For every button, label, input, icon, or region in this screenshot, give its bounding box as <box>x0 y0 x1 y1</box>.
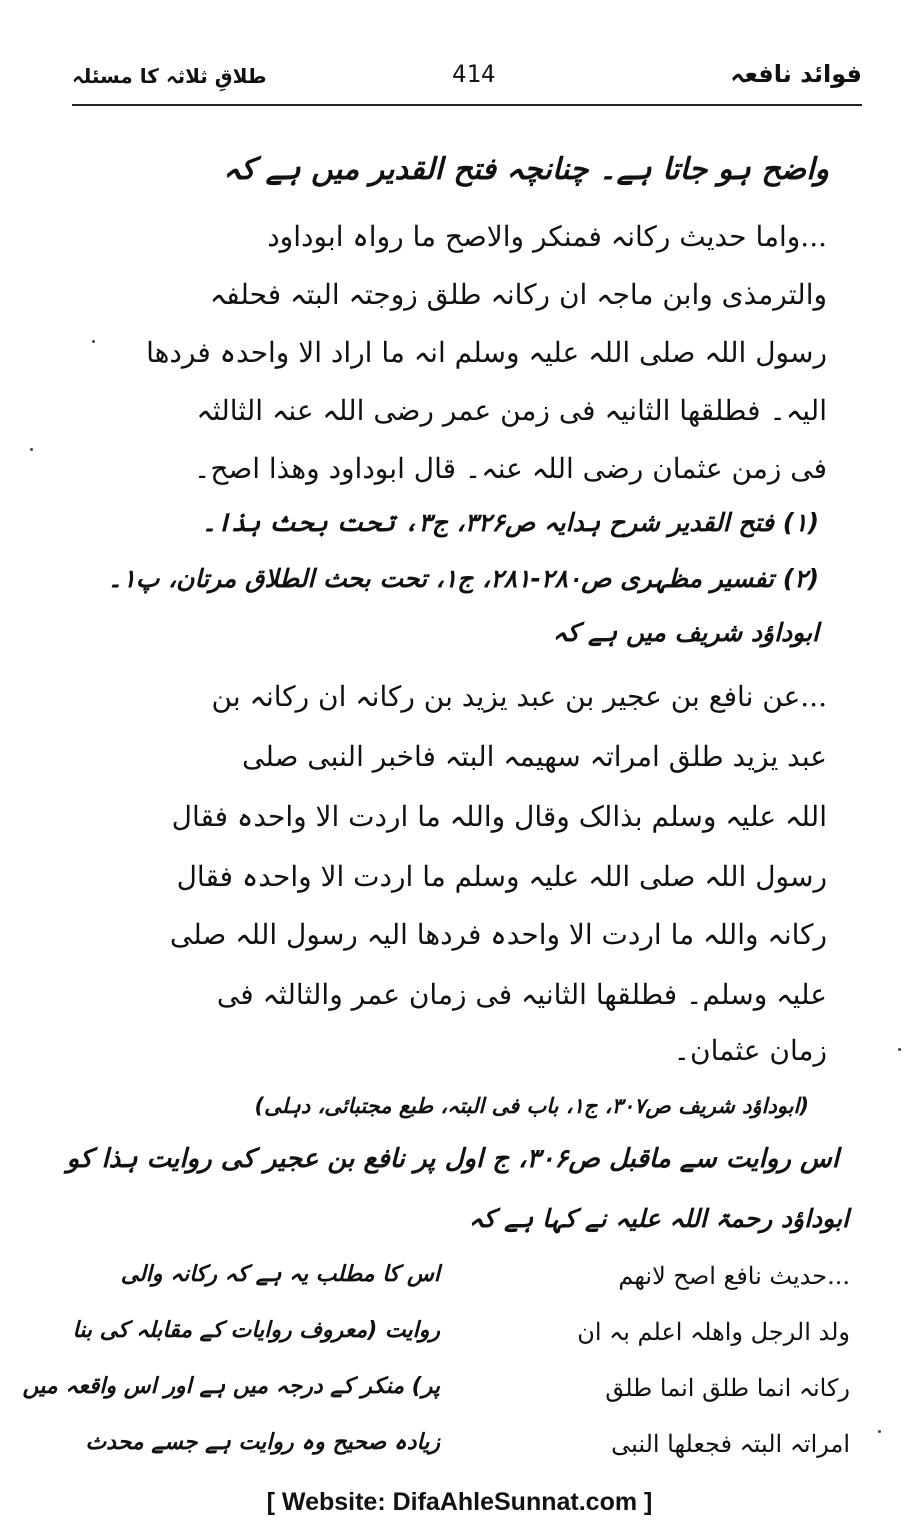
narration-note-line: اس روایت سے ماقبل ص۳۰۶، ج اول پر نافع بن عجیر کی روایت ہذا کو <box>66 1144 839 1174</box>
header-rule <box>72 104 862 106</box>
urdu-column-line: اس کا مطلب یہ ہے کہ رکانہ والی <box>120 1262 440 1287</box>
passage2-line: علیہ وسلم۔ فطلقھا الثانیہ فی زمان عمر والثالثہ فی <box>216 978 827 1011</box>
scan-speck <box>30 448 33 451</box>
page-number: 414 <box>452 60 496 88</box>
reference-1: (۱) فتح القدیر شرح ہدایہ ص۳۲۶، ج۳، تحت بحث ہذا۔ <box>201 508 819 537</box>
scan-speck <box>878 1430 881 1433</box>
scan-speck <box>898 1048 901 1051</box>
scan-speck <box>92 340 95 343</box>
passage2-line: زمان عثمان۔ <box>673 1034 827 1067</box>
arabic-column-line: ولد الرجل واھلہ اعلم بہ ان <box>577 1318 850 1346</box>
passage2-line: ...عن نافع بن عجیر بن عبد یزید بن رکانہ ان رکانہ بن <box>211 680 827 713</box>
passage2-line: رکانہ واللہ ما اردت الا واحدہ فردھا الیہ رسول اللہ صلی <box>169 918 827 951</box>
passage2-line: اللہ علیہ وسلم بذالک وقال واللہ ما اردت الا واحدہ فقال <box>171 800 827 833</box>
urdu-column <box>22 1262 440 1486</box>
passage1-line: والترمذی وابن ماجہ ان رکانہ طلق زوجتہ البتہ فحلفہ <box>209 278 827 311</box>
intro-line: واضح ہو جاتا ہے۔ چنانچہ فتح القدیر میں ہے کہ <box>223 152 829 187</box>
arabic-column <box>470 1262 850 1486</box>
chapter-title: طلاقِ ثلاثہ کا مسئلہ <box>72 64 267 88</box>
passage1-line: الیہ۔ فطلقھا الثانیہ فی زمن عمر رضی اللہ عنہ الثالثہ <box>196 394 827 427</box>
book-title: فوائد نافعہ <box>730 60 862 88</box>
passage2-line: عبد یزید طلق امراتہ سھیمہ البتہ فاخبر النبی صلی <box>242 740 827 773</box>
narration-note-line: ابوداؤد رحمۃ اللہ علیہ نے کہا ہے کہ <box>468 1204 849 1233</box>
abudawud-intro: ابوداؤد شریف میں ہے کہ <box>552 618 819 647</box>
arabic-column-line: رکانہ انما طلق انما طلق <box>605 1374 850 1402</box>
reference-2: (۲) تفسیر مظہری ص۲۸۰-۲۸۱، ج۱، تحت بحث الطلاق مرتان، پ۱۔ <box>107 564 819 593</box>
passage1-line: فی زمن عثمان رضی اللہ عنہ۔ قال ابوداود وھذا اصح۔ <box>193 452 827 485</box>
passage2-line: رسول اللہ صلی اللہ علیہ وسلم ما اردت الا واحدہ فقال <box>176 860 827 893</box>
arabic-column-line: ...حدیث نافع اصح لانھم <box>618 1262 850 1290</box>
passage1-line: ...واما حدیث رکانہ فمنکر والاصح ما رواہ ابوداود <box>267 220 827 253</box>
urdu-column-line: زیادہ صحیح وہ روایت ہے جسے محدث <box>85 1430 440 1455</box>
passage1-line: رسول اللہ صلی اللہ علیہ وسلم انہ ما اراد الا واحدہ فردھا <box>146 336 827 369</box>
urdu-column-line: پر) منکر کے درجہ میں ہے اور اس واقعہ میں <box>22 1374 440 1399</box>
citation: (ابوداؤد شریف ص۳۰۷، ج۱، باب فی البتہ، طبع مجتبائی، دہلی) <box>254 1094 809 1118</box>
page-header <box>72 58 862 98</box>
urdu-column-line: روایت (معروف روایات کے مقابلہ کی بنا <box>72 1318 440 1343</box>
arabic-column-line: امراتہ البتہ فجعلھا النبی <box>611 1430 850 1458</box>
website-footer[interactable]: [ Website: DifaAhleSunnat.com ] <box>266 1488 653 1516</box>
